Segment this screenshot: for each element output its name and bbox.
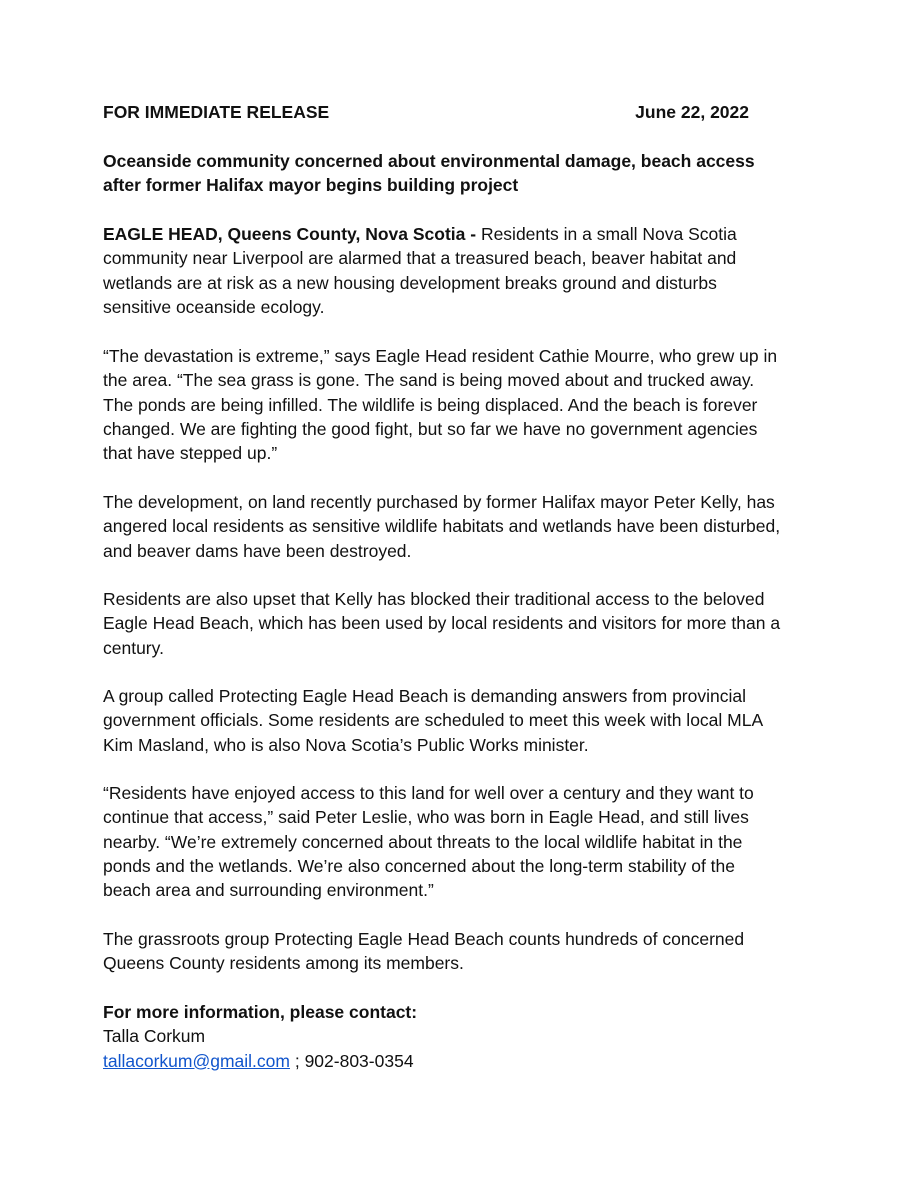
headline-line: after former Halifax mayor begins building project [103, 175, 519, 195]
paragraph-text: angered local residents as sensitive wildlife habitats and wetlands have been disturbed, [103, 516, 781, 537]
paragraph-text: continue that access,” said Peter Leslie, who was born in Eagle Head, and still lives [103, 807, 749, 828]
paragraph-grassroots [103, 927, 823, 976]
paragraph-text: The ponds are being infilled. The wildlife is being displaced. And the beach is forever [103, 394, 758, 415]
paragraph-text: Residents are also upset that Kelly has blocked their traditional access to the beloved [103, 589, 765, 609]
paragraph-development [103, 490, 823, 563]
paragraph-text: Residents in a small Nova Scotia [476, 224, 737, 244]
release-header [103, 100, 749, 124]
paragraph-text: “The devastation is extreme,” says Eagle Head resident Cathie Mourre, who grew up in [103, 346, 778, 366]
paragraph-text: Eagle Head Beach, which has been used by local residents and visitors for more than a [103, 613, 781, 634]
paragraph-quote-leslie [103, 781, 823, 902]
paragraph-text: Queens County residents among its members. [103, 953, 464, 974]
paragraph-text: “Residents have enjoyed access to this land for well over a century and they want to [103, 783, 754, 803]
paragraph-access [103, 587, 823, 660]
paragraph-text: beach area and surrounding environment.” [103, 880, 434, 901]
contact-block [103, 1000, 823, 1073]
paragraph-quote-mourre [103, 344, 823, 465]
paragraph-text: and beaver dams have been destroyed. [103, 540, 412, 561]
contact-phone: ; 902-803-0354 [289, 1050, 414, 1071]
headline-line: Oceanside community concerned about environmental damage, beach access [103, 151, 755, 171]
contact-email-link[interactable]: tallacorkum@gmail.com [103, 1050, 290, 1071]
paragraph-text: the area. “The sea grass is gone. The sand is being moved about and trucked away. [103, 370, 755, 391]
headline [103, 149, 803, 197]
paragraph-text: The development, on land recently purchased by former Halifax mayor Peter Kelly, has [103, 492, 775, 512]
paragraph-text: century. [103, 637, 164, 658]
paragraph-text: A group called Protecting Eagle Head Beach is demanding answers from provincial [103, 686, 746, 706]
paragraph-text: wetlands are at risk as a new housing development breaks ground and disturbs [103, 272, 717, 293]
paragraph-text: changed. We are fighting the good fight, but so far we have no government agencies [103, 418, 758, 439]
paragraph-intro [103, 222, 823, 319]
contact-name: Talla Corkum [103, 1026, 206, 1047]
paragraph-group [103, 684, 823, 757]
paragraph-text: ponds and the wetlands. We’re also concerned about the long-term stability of the [103, 855, 735, 876]
contact-heading: For more information, please contact: [103, 1002, 418, 1022]
dateline: EAGLE HEAD, Queens County, Nova Scotia - [103, 224, 477, 244]
paragraph-text: sensitive oceanside ecology. [103, 296, 325, 317]
paragraph-text: that have stepped up.” [103, 443, 278, 464]
paragraph-text: government officials. Some residents are scheduled to meet this week with local MLA [103, 710, 764, 731]
release-date: June 22, 2022 [635, 102, 749, 122]
paragraph-text: The grassroots group Protecting Eagle Head Beach counts hundreds of concerned [103, 929, 745, 949]
paragraph-text: nearby. “We’re extremely concerned about threats to the local wildlife habitat in the [103, 831, 743, 852]
paragraph-text: Kim Masland, who is also Nova Scotia’s Public Works minister. [103, 734, 589, 755]
release-label: FOR IMMEDIATE RELEASE [103, 102, 330, 122]
paragraph-text: community near Liverpool are alarmed that a treasured beach, beaver habitat and [103, 248, 737, 269]
